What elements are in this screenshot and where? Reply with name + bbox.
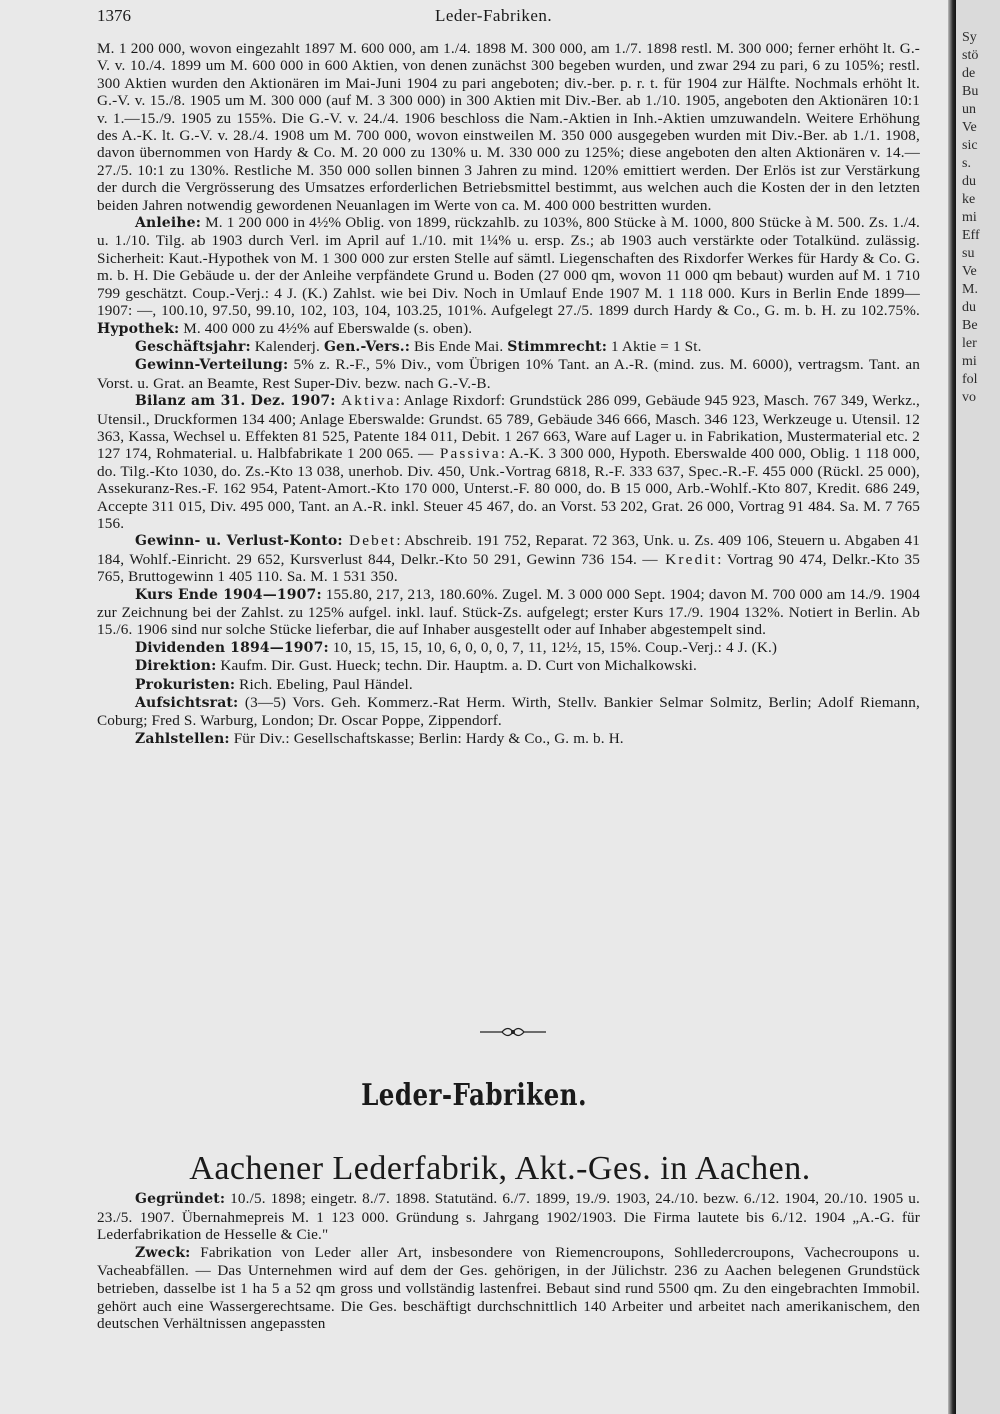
margin-fragment: vo xyxy=(962,390,976,405)
running-title: Leder-Fabriken. xyxy=(435,6,553,25)
margin-fragment: du xyxy=(962,174,976,189)
procurists-paragraph: Prokuristen: Rich. Ebeling, Paul Händel. xyxy=(135,675,413,693)
divider-ornament-icon xyxy=(478,1023,548,1041)
fiscal-paragraph: Geschäftsjahr: Kalenderj. Gen.-Vers.: Bis Ende Mai. Stimmrecht: 1 Aktie = 1 St. xyxy=(135,337,702,355)
margin-fragment: fol xyxy=(962,372,978,387)
margin-fragment: M. xyxy=(962,282,978,297)
margin-fragment: stö xyxy=(962,48,979,63)
margin-fragment: du xyxy=(962,300,976,315)
margin-fragment: Ve xyxy=(962,120,977,135)
paying-agents-paragraph: Zahlstellen: Für Div.: Gesellschaftskasse; Berlin: Hardy & Co., G. m. b. H. xyxy=(135,729,624,747)
margin-fragment: Be xyxy=(962,318,978,333)
purpose-paragraph: Zweck: Fabrikation von Leder aller Art, insbesondere von Riemencroupons, Sohlledercroupons, Vachecroupons u. Vacheabfällen. — Das Unternehmen wird auf dem der Ges. gehörigen, in der Jülichstr. 236 zu Aachen belegenen Grundstück betrieben, dasselbe ist 1 ha 5 a 52 qm gross und vollständig lastenfrei. Bebaut sind rund 5500 qm. Zu den eingebrachten Immobil. gehört auch eine Wassergerechtsame. Die Ges. beschäftigt durchschnittlich 140 Arbeiter und arbeitet nach amerikanischem, den deutschen Verhältnissen angepassten xyxy=(97,1243,920,1333)
margin-fragment: Bu xyxy=(962,84,979,99)
margin-fragment: de xyxy=(962,66,976,81)
section-heading: Leder-Fabriken. xyxy=(361,1078,587,1113)
margin-fragment: s. xyxy=(962,156,971,171)
supervisory-board-paragraph: Aufsichtsrat: (3—5) Vors. Geh. Kommerz.-Rat Herm. Wirth, Stellv. Bankier Selmar Solmitz, Berlin; Adolf Riemann, Coburg; Fred S. Warburg, London; Dr. Oscar Poppe, Zippendorf. xyxy=(97,694,920,730)
margin-fragment: mi xyxy=(962,354,977,369)
margin-fragment: Ve xyxy=(962,264,977,279)
page-header xyxy=(97,4,920,28)
dividends-paragraph: Dividenden 1894—1907: 10, 15, 15, 15, 10, 6, 0, 0, 0, 7, 11, 12½, 15, 15%. Coup.-Verj.: 4 J. (K.) xyxy=(135,638,778,656)
company-entry xyxy=(97,1190,920,1333)
adjacent-page-edge xyxy=(956,0,1000,1414)
founded-paragraph: Gegründet: 10./5. 1898; eingetr. 8./7. 1898. Statutänd. 6./7. 1899, 19./9. 1903, 24./10. bezw. 6./12. 1904, 20./10. 1905 u. 23./5. 1907. Übernahmepreis M. 1 123 000. Gründung s. Jahrgang 1902/1903. Die Firma lautete bis 6./12. 1904 „A.-G. für Lederfabrikation de Hesselle & Cie." xyxy=(97,1190,920,1244)
book-gutter xyxy=(948,0,956,1414)
bond-paragraph: Anleihe: M. 1 200 000 in 4½% Oblig. von 1899, rückzahlb. zu 103%, 800 Stücke à M. 1000, 800 Stücke à M. 500. Zs. 1./4. u. 1./10. Tilg. ab 1903 durch Verl. im April auf 1./10. mit 1¼% u. ersp. Zs.; ab 1903 auch verstärkte oder Totalkünd. zulässig. Sicherheit: Kaut.-Hypothek von M. 1 300 000 zur ersten Stelle auf sämtl. Liegenschaften des Rixdorfer Werkes für Hardy & Co. G. m. b. H. Die Gebäude u. der der Anleihe verpfändete Grund u. Boden (27 000 qm, wovon 11 000 qm bebaut) wurden auf M. 1 710 799 geschätzt. Coup.-Verj.: 4 J. (K.) Zahlst. wie bei Div. Noch in Umlauf Ende 1907 M. 1 118 000. Kurs in Berlin Ende 1899—1907: —, 100.10, 97.50, 99.10, 102, 103, 104, 103.25, 101%. Aufgelegt 27./5. 1899 durch Hardy & Co., G. m. b. H. zu 102.75%. Hypothek: M. 400 000 zu 4½% auf Eberswalde (s. oben). xyxy=(97,214,920,337)
margin-fragment: Eff xyxy=(962,228,980,243)
profit-loss-paragraph: Gewinn- u. Verlust-Konto: Debet: Abschreib. 191 752, Reparat. 72 363, Unk. u. Zs. 409 106, Steuern u. Abgaben 41 184, Wohlf.-Einricht. 29 652, Kursverlust 844, Delkr.-Kto 50 291, Gewinn 736 154. — Kredit: Vortrag 90 474, Delkr.-Kto 35 765, Bruttogewinn 1 405 110. Sa. M. 1 531 350. xyxy=(97,532,921,586)
capital-paragraph: M. 1 200 000, wovon eingezahlt 1897 M. 600 000, am 1./4. 1898 M. 300 000, am 1./7. 1898 restl. M. 300 000; ferner erhöht lt. G.-V. v. 10./4. 1899 um M. 600 000 in 600 Aktien, von denen zunächst 300 begeben wurden, und zwar 294 zu pari, 6 zu 105%; restl. 300 Aktien wurden den Aktionären im Mai-Juni 1904 zu pari angeboten; div.-ber. p. r. t. für 1904 zur Hälfte. Nochmals erhöht lt. G.-V. v. 15./8. 1905 um M. 300 000 (auf M. 3 300 000) in 300 Aktien mit Div.-Ber. ab 1./10. 1905, angeboten den Aktionären 10:1 v. 1.—15./9. 1905 zu 155%. Die G.-V. v. 24./4. 1906 beschloss die Nam.-Aktien in Inh.-Aktien umzuwandeln. Weitere Erhöhung des A.-K. lt. G.-V. v. 28./4. 1908 um M. 700 000, wovon einstweilen M. 350 000 ausgegeben wurden mit Div.-Ber. ab 1./1. 1908, davon übernommen von Hardy & Co. M. 20 000 zu 130% u. M. 330 000 zu 125%; diese angeboten den alten Aktionären v. 14.—27./5. 10:1 zu 130%. Restliche M. 350 000 sollen binnen 3 Jahren zu mind. 120% emittiert werden. Der Erlös ist zur Verstärkung der durch die Vergrösserung des Umsatzes erforderlichen Betriebsmittel bestimmt, aus welchen auch die Kosten der in den letzten beiden Jahren notwendig gewordenen Neuanlagen im Werte von ca. M. 400 000 bestritten wurden. xyxy=(97,40,920,214)
management-paragraph: Direktion: Kaufm. Dir. Gust. Hueck; techn. Dir. Hauptm. a. D. Curt von Michalkowski. xyxy=(135,657,697,675)
share-price-paragraph: Kurs Ende 1904—1907: 155.80, 217, 213, 180.60%. Zugel. M. 3 000 000 Sept. 1904; davon M. 700 000 am 14./9. 1904 zur Zeichnung bei der Zahlst. zu 125% aufgel. inkl. lauf. Stück-Zs. aufgelegt; erster Kurs 17./9. 1904 132%. Notiert in Berlin. Ab 15./6. 1906 sind nur solche Stücke lieferbar, die auf Inhaber ausgestellt oder auf Inhaber abgestempelt sind. xyxy=(97,585,920,639)
margin-fragment: su xyxy=(962,246,975,261)
margin-fragment: Sy xyxy=(962,30,977,45)
margin-fragment: un xyxy=(962,102,976,117)
balance-sheet-paragraph: Bilanz am 31. Dez. 1907: Aktiva: Anlage Rixdorf: Grundstück 286 099, Gebäude 945 923, Masch. 767 349, Werkz., Utensil., Druckformen 134 400; Anlage Eberswalde: Grundst. 65 789, Gebäude 346 666, Masch. 346 123, Werkzeuge u. Utensil. 12 363, Kassa, Wechsel u. Effekten 81 525, Patente 184 011, Debit. 1 267 663, Ware auf Lager u. in Fabrikation, Mustermaterial etc. 2 127 174, Rohmaterial. u. Halbfabrikate 1 200 065. — Passiva: A.-K. 3 300 000, Hypoth. Eberswalde 400 000, Oblig. 1 118 000, do. Tilg.-Kto 1030, do. Zs.-Kto 13 038, unerhob. Div. 450, Unk.-Vortrag 6818, R.-F. 333 637, Spec.-R.-F. 455 000 (Rückl. 25 000), Assekuranz-Res.-F. 162 954, Patent-Amort.-Kto 170 000, Unterst.-F. 80 000, do. B 15 000, Arb.-Wohlf.-Kto 807, Kredit. 686 249, Accepte 311 015, Div. 495 000, Tant. an A.-R. inkl. Steuer 45 467, do. an Vorst. 53 202, Grat. 26 000, Vortrag 91 484. Sa. M. 7 765 156. xyxy=(97,392,920,532)
company-heading: Aachener Lederfabrik, Akt.-Ges. in Aachen. xyxy=(189,1150,811,1187)
page-number: 1376 xyxy=(97,6,131,25)
profit-distribution-paragraph: Gewinn-Verteilung: 5% z. R.-F., 5% Div., vom Übrigen 10% Tant. an A.-R. (mind. zus. M. 6000), vertragsm. Tant. an Vorst. u. Grat. an Beamte, Rest Super-Div. bezw. nach G.-V.-B. xyxy=(97,356,920,392)
margin-fragment: mi xyxy=(962,210,977,225)
margin-fragment: ke xyxy=(962,192,976,207)
margin-fragment: ler xyxy=(962,336,977,351)
continued-entry xyxy=(97,40,920,748)
margin-fragment: sic xyxy=(962,138,978,153)
